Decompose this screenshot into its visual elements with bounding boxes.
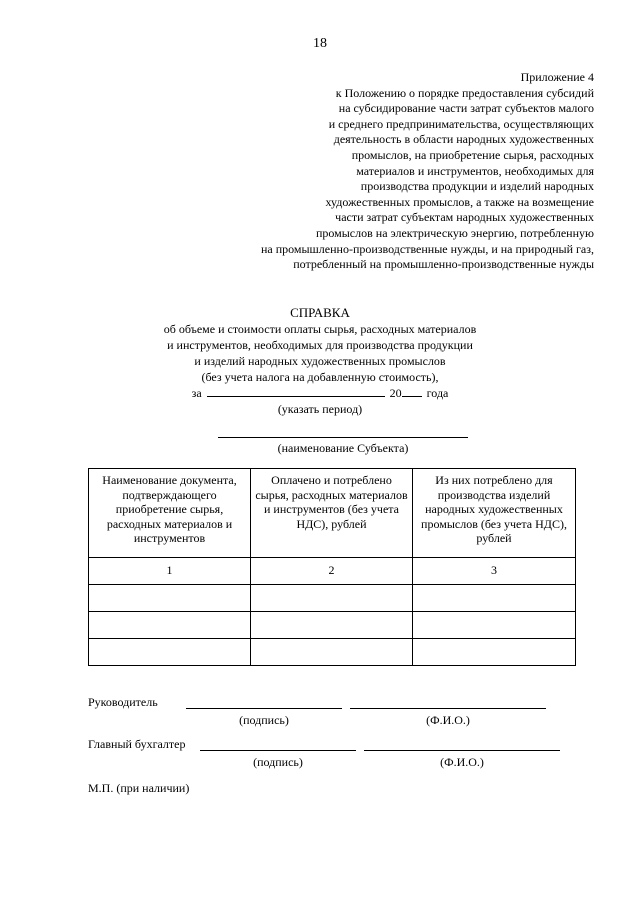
subtitle-line: и инструментов, необходимых для производства продукции bbox=[167, 338, 473, 352]
table-cell[interactable] bbox=[413, 612, 576, 639]
header-consumed: Из них потреблено для производства изделий народных художественных промыслов (без учета НДС), рублей bbox=[413, 469, 576, 558]
head-label: Руководитель bbox=[88, 695, 158, 709]
period-blank[interactable] bbox=[207, 385, 385, 397]
signature-caption: (подпись) bbox=[239, 713, 289, 727]
subject-caption: (наименование Субъекта) bbox=[277, 441, 409, 455]
appendix-line: и среднего предпринимательства, осуществляющих bbox=[328, 116, 594, 131]
year-prefix: 20 bbox=[389, 386, 402, 400]
table-number-row bbox=[89, 558, 576, 585]
appendix-line: части затрат субъектам народных художественных bbox=[335, 210, 594, 225]
appendix-line: промыслов на электрическую энергию, потребленную bbox=[315, 225, 594, 240]
subtitle-line: (без учета налога на добавленную стоимость), bbox=[201, 370, 439, 384]
name-caption: (Ф.И.О.) bbox=[426, 713, 470, 727]
accountant-label: Главный бухгалтер bbox=[88, 737, 186, 751]
table-row bbox=[89, 612, 576, 639]
accountant-signature-line[interactable] bbox=[200, 736, 356, 751]
period-prefix: за bbox=[191, 386, 202, 400]
table-cell[interactable] bbox=[251, 612, 413, 639]
subject-block bbox=[218, 425, 468, 456]
header-document: Наименование документа, подтверждающего приобретение сырья, расходных материалов и инструментов bbox=[89, 469, 251, 558]
appendix-line: художественных промыслов, а также на возмещение bbox=[325, 194, 594, 209]
table-cell[interactable] bbox=[251, 639, 413, 666]
subtitle-line: и изделий народных художественных промыслов bbox=[194, 354, 446, 368]
table-cell[interactable] bbox=[89, 612, 251, 639]
table-header-row bbox=[89, 469, 576, 558]
table-row bbox=[89, 639, 576, 666]
table-cell[interactable] bbox=[413, 639, 576, 666]
appendix-line: к Положению о порядке предоставления субсидий bbox=[335, 85, 594, 100]
appendix-line: промыслов, на приобретение сырья, расходных bbox=[351, 147, 594, 162]
subject-name-blank[interactable] bbox=[218, 425, 468, 438]
document-title-block bbox=[0, 305, 640, 417]
signature-caption: (подпись) bbox=[253, 755, 303, 769]
table-row bbox=[89, 585, 576, 612]
table-cell[interactable] bbox=[89, 585, 251, 612]
appendix-line: на промышленно-производственные нужды, и на природный газ, bbox=[260, 241, 594, 256]
table-cell[interactable] bbox=[89, 639, 251, 666]
table-cell[interactable] bbox=[251, 585, 413, 612]
accountant-name-line[interactable] bbox=[364, 736, 560, 751]
subtitle-line: об объеме и стоимости оплаты сырья, расходных материалов bbox=[163, 322, 477, 336]
year-blank[interactable] bbox=[402, 385, 422, 397]
name-caption: (Ф.И.О.) bbox=[440, 755, 484, 769]
page-number: 18 bbox=[313, 36, 327, 51]
appendix-line: материалов и инструментов, необходимых для bbox=[356, 163, 594, 178]
header-paid: Оплачено и потреблено сырья, расходных материалов и инструментов (без учета НДС), рублей bbox=[251, 469, 413, 558]
document-title: СПРАВКА bbox=[290, 305, 350, 320]
period-suffix: года bbox=[426, 386, 449, 400]
column-number: 1 bbox=[89, 558, 251, 585]
appendix-line: потребленный на промышленно-производственные нужды bbox=[293, 257, 594, 272]
column-number: 3 bbox=[413, 558, 576, 585]
report-table bbox=[88, 468, 576, 666]
period-hint: (указать период) bbox=[277, 402, 363, 416]
table-cell[interactable] bbox=[413, 585, 576, 612]
head-signature-line[interactable] bbox=[186, 694, 342, 709]
appendix-line: на субсидирование части затрат субъектов малого bbox=[338, 101, 594, 116]
appendix-line: производства продукции и изделий народных bbox=[360, 179, 594, 194]
stamp-place: М.П. (при наличии) bbox=[88, 781, 190, 795]
head-name-line[interactable] bbox=[350, 694, 546, 709]
appendix-line: деятельность в области народных художественных bbox=[333, 132, 594, 147]
period-line bbox=[0, 385, 640, 401]
appendix-block bbox=[174, 70, 594, 273]
column-number: 2 bbox=[251, 558, 413, 585]
appendix-line: Приложение 4 bbox=[520, 70, 594, 84]
